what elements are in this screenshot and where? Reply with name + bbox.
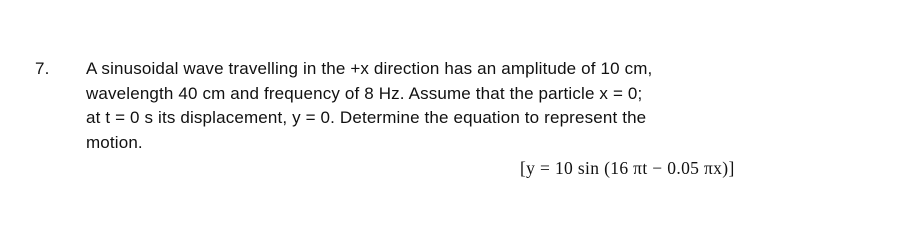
question-number: 7. (35, 59, 50, 78)
question-line-4: motion. (86, 132, 143, 152)
question-line-1: A sinusoidal wave travelling in the +x direction has an amplitude of 10 cm, (86, 59, 653, 78)
question-text (86, 57, 876, 155)
answer-equation: [y = 10 sin (16 πt − 0.05 πx)] (520, 158, 735, 178)
question-line-2: wavelength 40 cm and frequency of 8 Hz. Assume that the particle x = 0; (86, 83, 643, 103)
question-line-3: at t = 0 s its displacement, y = 0. Determine the equation to represent the (86, 108, 647, 127)
